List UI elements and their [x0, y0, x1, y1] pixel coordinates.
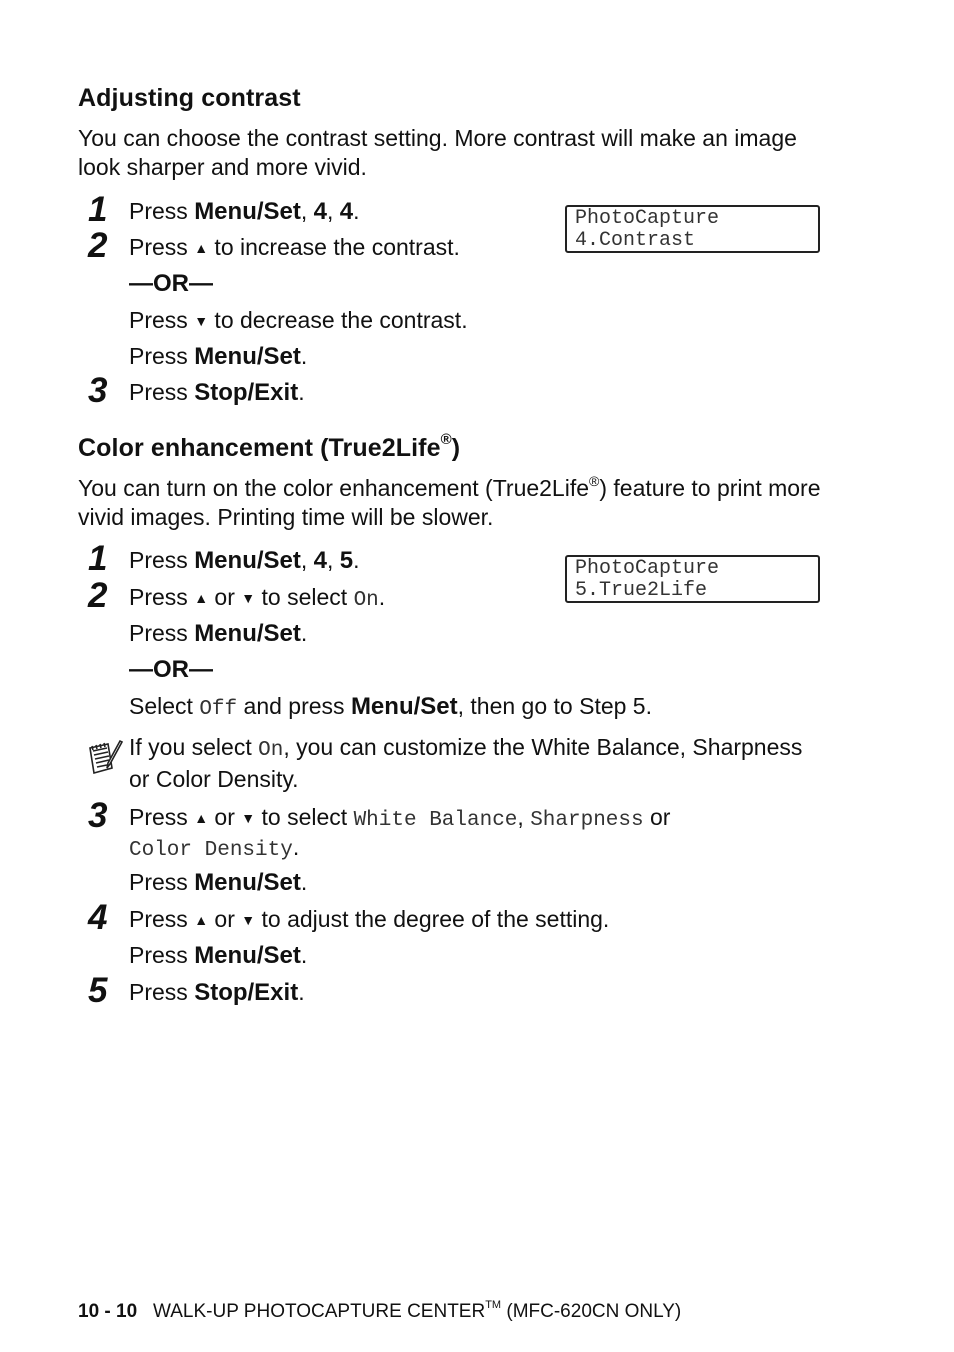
lcd-display-true2life [565, 555, 820, 603]
step-line: Press ▼ to decrease the contrast. [129, 306, 468, 336]
step-number: 4 [88, 898, 108, 937]
down-arrow-icon: ▼ [194, 313, 209, 329]
step-line: Press Stop/Exit. [129, 979, 305, 1006]
contrast-intro: You can choose the contrast setting. More contrast will make an image look sharper and more vivid. [78, 125, 797, 180]
down-arrow-icon: ▼ [241, 810, 256, 826]
step-line: Press ▲ or ▼ to select White Balance, Sharpness or [129, 804, 671, 832]
note-text: If you select On, you can customize the White Balance, Sharpness or Color Density. [129, 734, 803, 792]
page-number: 10 - 10 [78, 1301, 138, 1322]
down-arrow-icon: ▼ [241, 590, 256, 606]
page-footer: 10 - 10 WALK-UP PHOTOCAPTURE CENTER™ (MFC-620CN ONLY) [78, 1299, 682, 1322]
lcd-line: PhotoCapture [575, 557, 720, 580]
step-number: 1 [88, 190, 108, 229]
lcd-line: PhotoCapture [575, 207, 720, 230]
section-title-contrast: Adjusting contrast [78, 84, 301, 112]
up-arrow-icon: ▲ [194, 912, 209, 928]
footer-title: WALK-UP PHOTOCAPTURE CENTER [153, 1301, 486, 1322]
step-line: Press Menu/Set. [129, 343, 308, 370]
step-line: Press ▲ or ▼ to adjust the degree of the setting. [129, 905, 609, 935]
lcd-display-contrast [565, 205, 820, 253]
step-line: Press ▲ or ▼ to select On. [129, 584, 386, 612]
step-line: Press Menu/Set. [129, 942, 308, 969]
step-line: Press Menu/Set. [129, 869, 308, 896]
lcd-line: 5.True2Life [575, 579, 708, 602]
step-line: Press ▲ to increase the contrast. [129, 233, 460, 263]
lcd-line: 4.Contrast [575, 229, 696, 252]
true2life-intro: You can turn on the color enhancement (True2Life®) feature to print more vivid images. Printing time will be slower. [78, 473, 821, 530]
section-title-true2life: Color enhancement (True2Life®) [78, 431, 461, 462]
up-arrow-icon: ▲ [194, 810, 209, 826]
step-line: Press Stop/Exit. [129, 379, 305, 406]
step-number: 3 [88, 371, 108, 410]
step-number: 2 [88, 576, 108, 615]
down-arrow-icon: ▼ [241, 912, 256, 928]
up-arrow-icon: ▲ [194, 240, 209, 256]
step-line: Press Menu/Set, 4, 5. [129, 547, 360, 574]
step-number: 5 [88, 971, 108, 1010]
step-line: Select Off and press Menu/Set, then go to Step 5. [129, 693, 652, 721]
up-arrow-icon: ▲ [194, 590, 209, 606]
note-pad-icon [86, 738, 124, 778]
or-divider: —OR— [129, 656, 213, 683]
step-number: 2 [88, 226, 108, 265]
step-line: Press Menu/Set. [129, 620, 308, 647]
step-number: 3 [88, 796, 108, 835]
step-line: Press Menu/Set, 4, 4. [129, 198, 360, 225]
or-divider: —OR— [129, 270, 213, 297]
step-line-cont: Color Density. [129, 834, 300, 862]
step-number: 1 [88, 539, 108, 578]
